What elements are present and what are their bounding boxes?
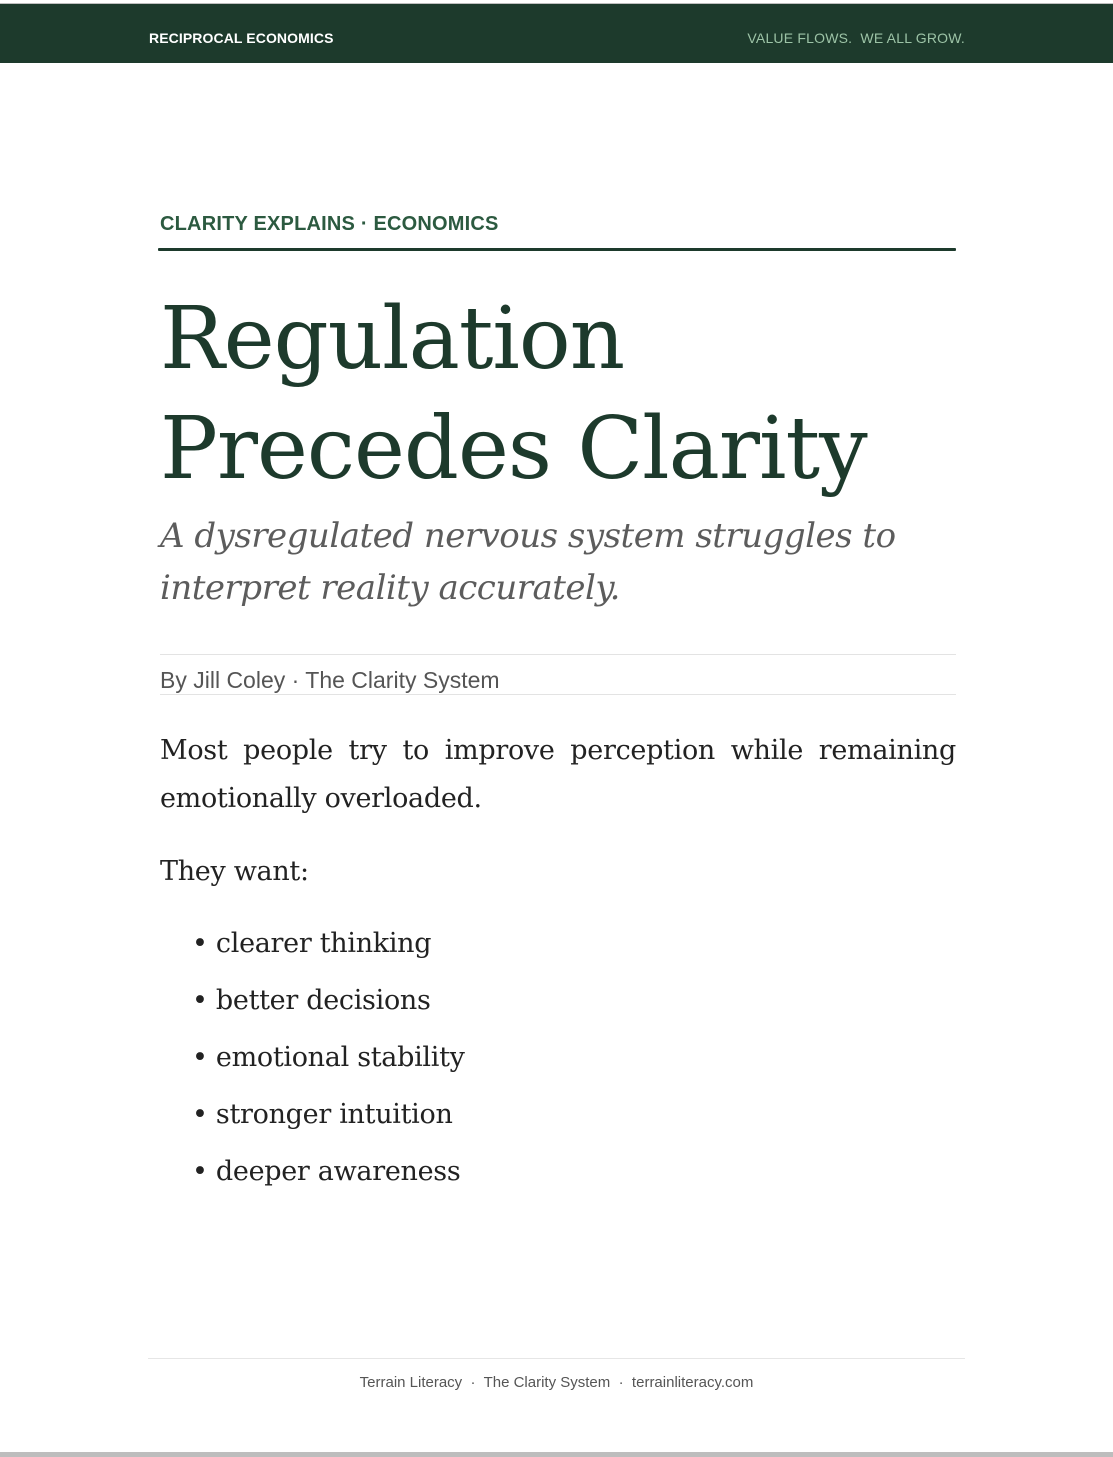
list-item: • emotional stability <box>192 1042 465 1073</box>
section-kicker: CLARITY EXPLAINS · ECONOMICS <box>160 213 499 235</box>
bottom-border <box>0 1452 1113 1457</box>
list-item: • deeper awareness <box>192 1156 461 1187</box>
list-item: • stronger intuition <box>192 1099 453 1130</box>
body-paragraph: Most people try to improve perception while remaining emotionally overloaded. <box>160 735 956 814</box>
article-byline: By Jill Coley · The Clarity System <box>160 667 500 693</box>
list-item: • better decisions <box>192 985 431 1016</box>
brand-name[interactable]: RECIPROCAL ECONOMICS <box>149 30 334 46</box>
bullet-list <box>192 920 465 1205</box>
article-headline: Regulation Precedes Clarity <box>160 289 867 499</box>
masthead <box>0 4 1113 63</box>
list-lead-in: They want: <box>160 856 309 887</box>
byline-divider-top <box>160 654 956 655</box>
page-footer: Terrain Literacy · The Clarity System · terrainliteracy.com <box>359 1374 754 1391</box>
article-deck: A dysregulated nervous system struggles to interpret reality accurately. <box>160 516 896 608</box>
footer-divider <box>148 1358 965 1359</box>
kicker-divider <box>158 248 956 251</box>
byline-divider-bottom <box>160 694 956 695</box>
list-item: • clearer thinking <box>192 928 432 959</box>
masthead-tagline: VALUE FLOWS. WE ALL GROW. <box>747 30 965 46</box>
